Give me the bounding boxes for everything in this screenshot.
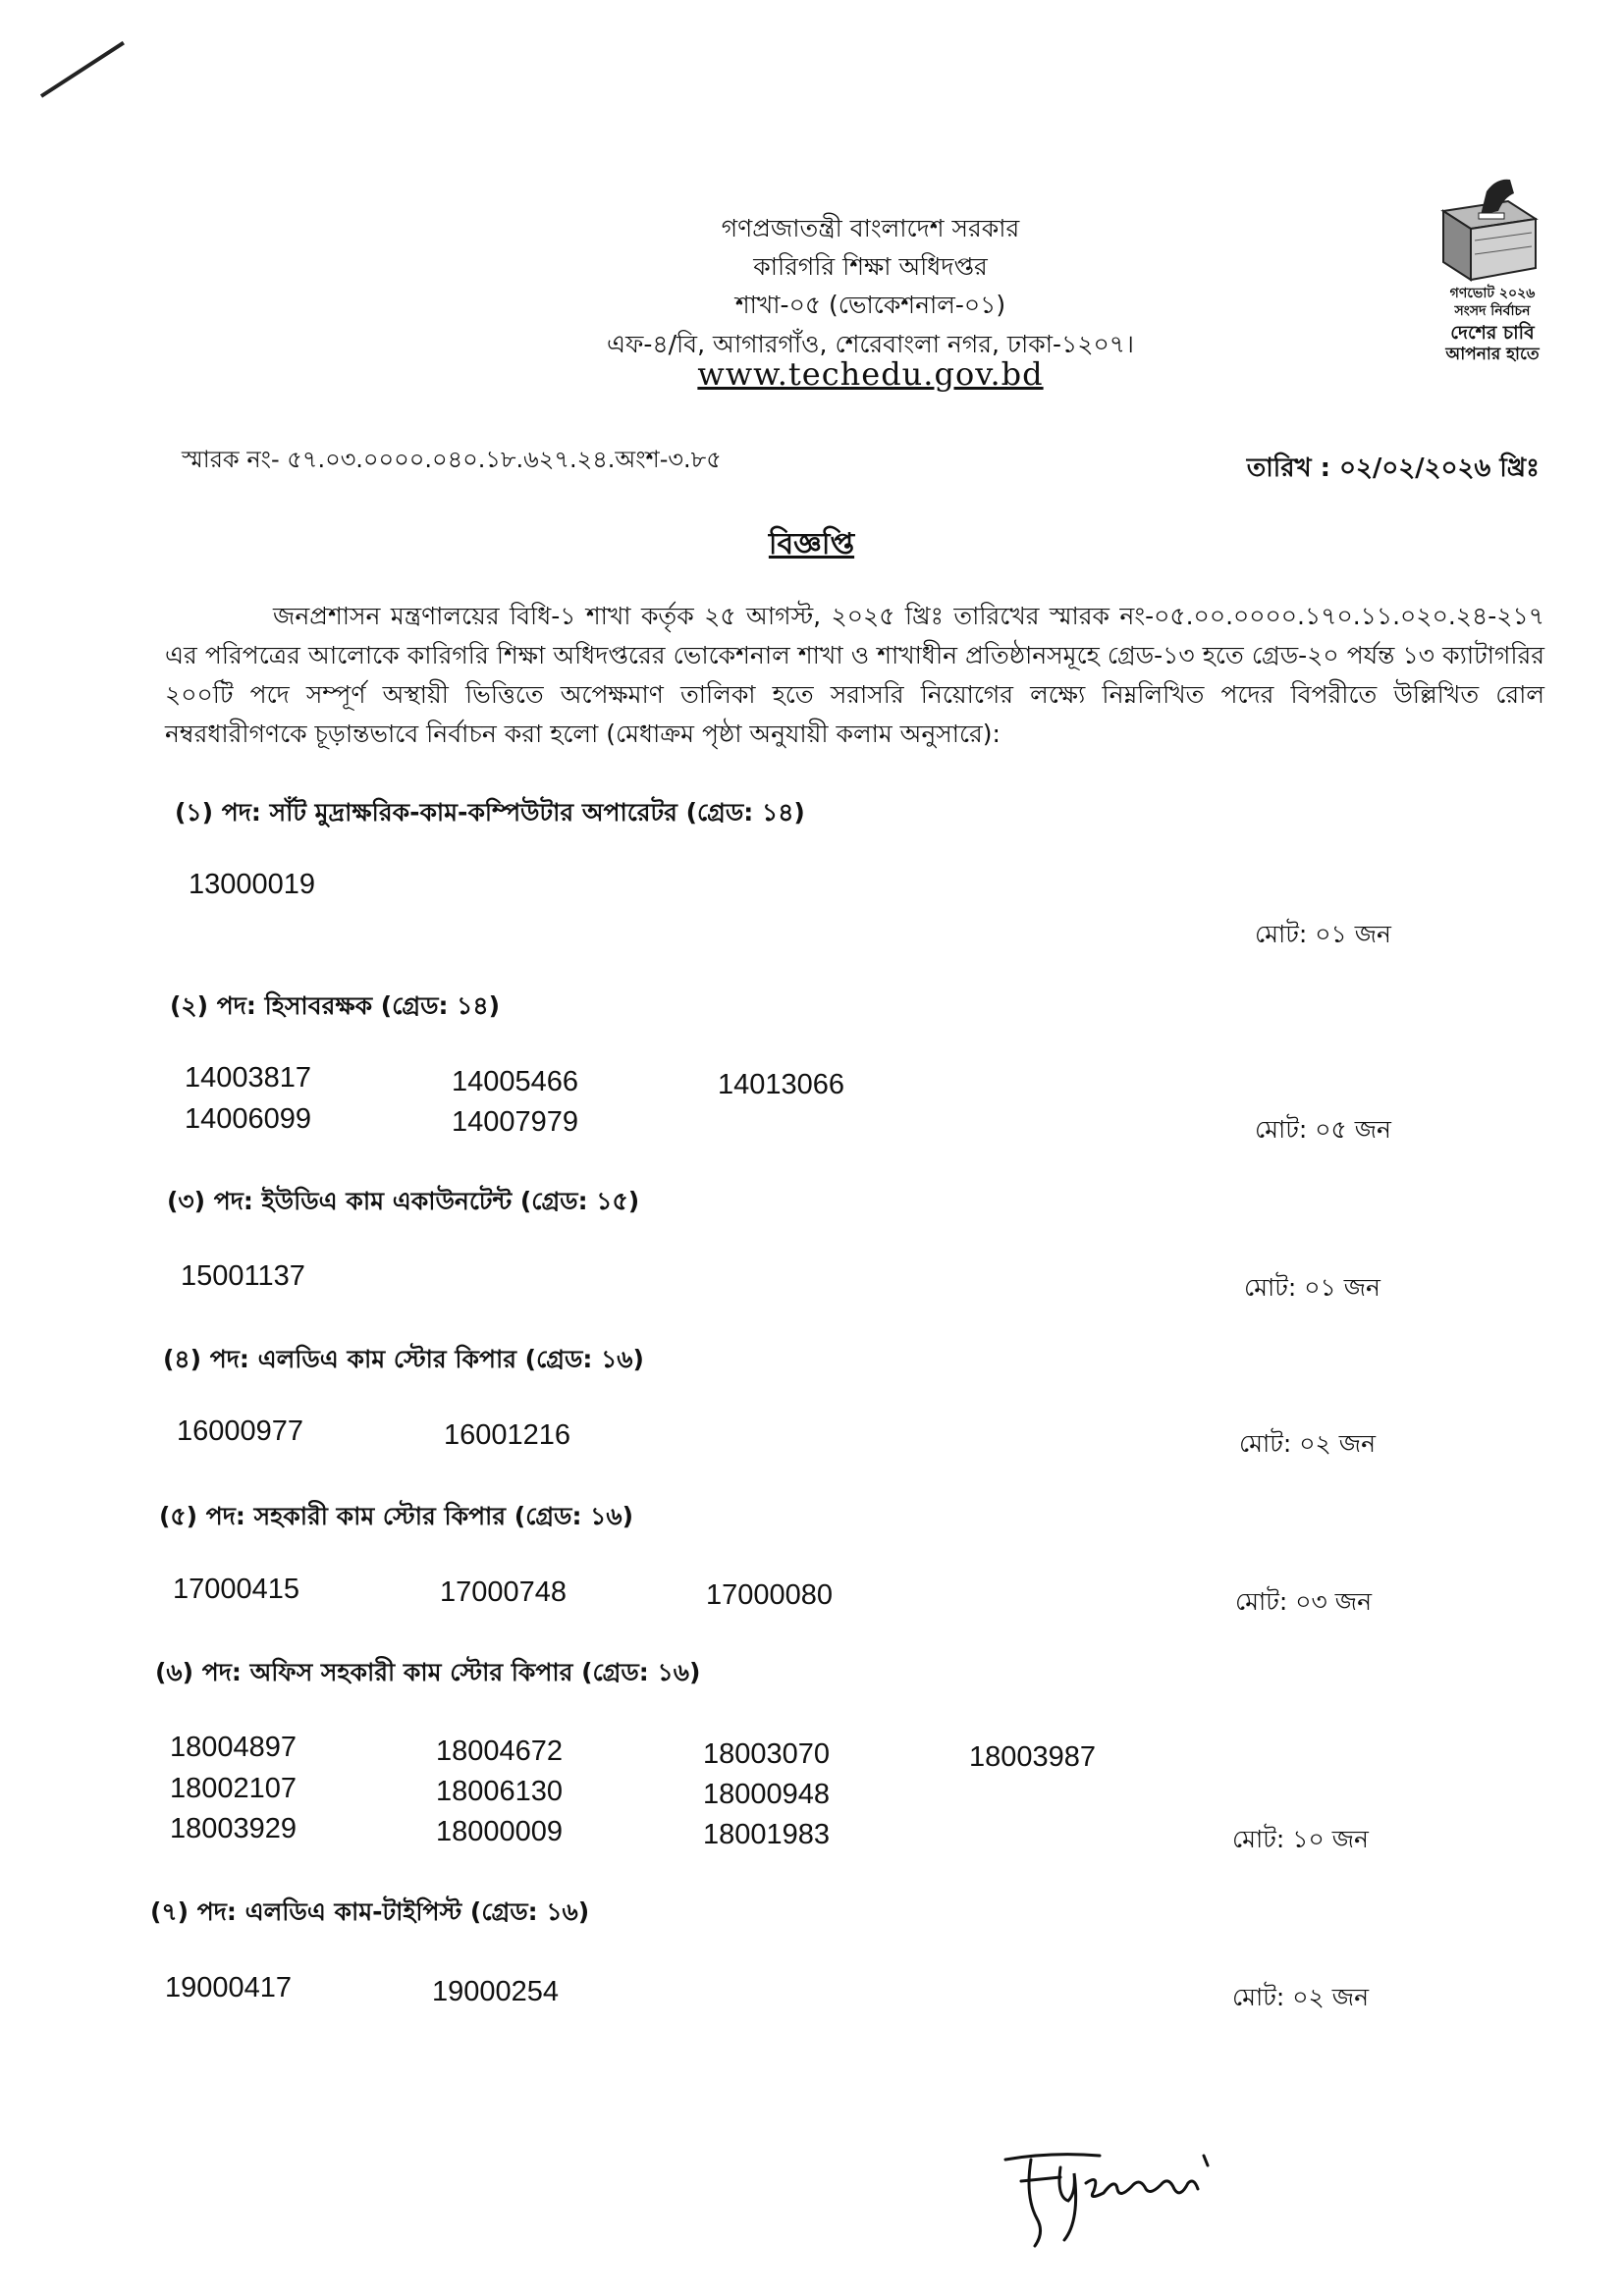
post-1-total: মোট: ০১ জন	[1255, 920, 1391, 948]
roll-number: 18000009	[436, 1816, 564, 1847]
post-2-heading: (২) পদ: হিসাবরক্ষক (গ্রেড: ১৪)	[170, 991, 501, 1020]
election-logo	[1424, 172, 1561, 368]
post-6-total: মোট: ১০ জন	[1232, 1825, 1369, 1853]
roll-number: 14003817	[185, 1062, 312, 1094]
signature	[992, 2138, 1227, 2256]
roll-number: 18006130	[436, 1776, 564, 1807]
post-4-heading: (৪) পদ: এলডিএ কাম স্টোর কিপার (গ্রেড: ১৬)	[163, 1345, 644, 1373]
post-6-heading: (৬) পদ: অফিস সহকারী কাম স্টোর কিপার (গ্রেড: ১৬)	[155, 1658, 701, 1686]
roll-number: 14007979	[452, 1106, 579, 1138]
roll-number: 17000415	[173, 1574, 300, 1605]
website-link[interactable]: www.techedu.gov.bd	[697, 355, 1044, 393]
roll-number: 19000254	[432, 1976, 560, 2007]
logo-line-1: গণভোট ২০২৬	[1449, 286, 1536, 301]
roll-number: 14006099	[185, 1103, 312, 1135]
post-7-total: মোট: ০২ জন	[1232, 1983, 1370, 2011]
roll-number: 18000948	[703, 1779, 831, 1810]
pen-mark	[40, 41, 125, 98]
logo-line-2: সংসদ নির্বাচন	[1454, 303, 1531, 319]
roll-number: 16000977	[177, 1415, 304, 1447]
post-1-heading: (১) পদ: সাঁট মুদ্রাক্ষরিক-কাম-কম্পিউটার অপারেটর (গ্রেড: ১৪)	[175, 798, 805, 827]
roll-number: 18004672	[436, 1735, 564, 1767]
date: তারিখ : ০২/০২/২০২৬ খ্রিঃ	[1246, 454, 1540, 483]
post-5-heading: (৫) পদ: সহকারী কাম স্টোর কিপার (গ্রেড: ১৬)	[159, 1502, 634, 1530]
roll-number: 16001216	[444, 1419, 571, 1451]
roll-number: 14005466	[452, 1066, 579, 1097]
roll-number: 17000080	[706, 1579, 834, 1611]
roll-number: 14013066	[718, 1069, 845, 1100]
post-7-heading: (৭) পদ: এলডিএ কাম-টাইপিস্ট (গ্রেড: ১৬)	[150, 1897, 590, 1926]
roll-number: 18001983	[703, 1819, 831, 1850]
header-department: কারিগরি শিক্ষা অধিদপ্তর	[753, 252, 988, 281]
post-5-total: মোট: ০৩ জন	[1235, 1587, 1373, 1616]
roll-number: 19000417	[165, 1972, 293, 2003]
roll-number: 18003987	[969, 1741, 1097, 1773]
post-3-heading: (৩) পদ: ইউডিএ কাম একাউনটেন্ট (গ্রেড: ১৫)	[167, 1187, 640, 1215]
intro-paragraph: জনপ্রশাসন মন্ত্রণালয়ের বিধি-১ শাখা কর্তৃক ২৫ আগস্ট, ২০২৫ খ্রিঃ তারিখের স্মারক নং-০৫.০০.০০০০.১৭০.১১.০২০.২৪-২১৭ এর পরিপত্রের আলোকে কারিগরি শিক্ষা অধিদপ্তরের ভোকেশনাল শাখা ও শাখাধীন প্রতিষ্ঠানসমূহে গ্রেড-১৩ হতে গ্রেড-২০ পর্যন্ত ১৩ ক্যাটাগরির ২০০টি পদে সম্পূর্ণ অস্থায়ী ভিত্তিতে অপেক্ষমাণ তালিকা হতে সরাসরি নিয়োগের লক্ষ্যে নিম্নলিখিত পদের বিপরীতে উল্লিখিত রোল নম্বরধারীগণকে চূড়ান্তভাবে নির্বাচন করা হলো (মেধাক্রম পৃষ্ঠা অনুযায়ী কলাম অনুসারে):	[165, 602, 1544, 748]
roll-number: 18003929	[170, 1813, 298, 1844]
header-address: এফ-৪/বি, আগারগাঁও, শেরেবাংলা নগর, ঢাকা-১২০৭।	[607, 330, 1134, 358]
signature-scribble	[992, 2138, 1227, 2256]
roll-number: 18003070	[703, 1738, 831, 1770]
logo-line-4: আপনার হাতে	[1445, 345, 1540, 364]
ballot-box-icon	[1424, 172, 1561, 368]
notice-title: বিজ্ঞপ্তি	[768, 527, 855, 561]
header-branch: শাখা-০৫ (ভোকেশনাল-০১)	[734, 291, 1006, 319]
post-4-total: মোট: ০২ জন	[1239, 1429, 1377, 1458]
post-2-total: মোট: ০৫ জন	[1255, 1115, 1391, 1144]
logo-line-3: দেশের চাবি	[1450, 322, 1535, 344]
roll-number: 18004897	[170, 1732, 298, 1763]
roll-number: 18002107	[170, 1773, 298, 1804]
header-government: গণপ্রজাতন্ত্রী বাংলাদেশ সরকার	[721, 214, 1020, 242]
roll-number: 17000748	[440, 1576, 568, 1608]
roll-number: 15001137	[181, 1260, 305, 1292]
roll-number: 13000019	[189, 869, 316, 900]
memo-number: স্মারক নং- ৫৭.০৩.০০০০.০৪০.১৮.৬২৭.২৪.অংশ-৩.৮৫	[182, 446, 722, 473]
post-3-total: মোট: ০১ জন	[1244, 1273, 1380, 1302]
